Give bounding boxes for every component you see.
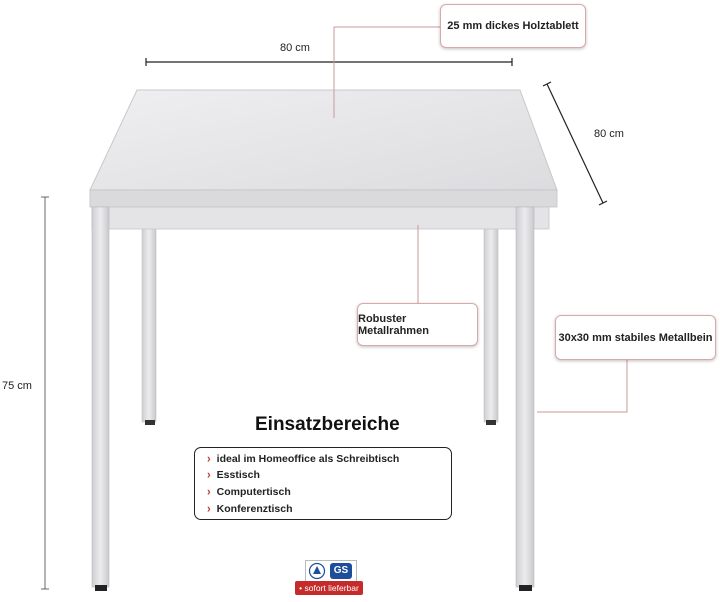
width-label: 80 cm [280,42,310,54]
depth-label: 80 cm [594,128,624,140]
tabletop-surface [90,90,557,190]
availability-badge: • sofort lieferbar [295,581,363,595]
back-right-leg [484,228,498,422]
frame-callout: Robuster Metallrahmen [357,303,478,346]
front-right-leg [516,207,534,587]
leg-leader [537,360,627,412]
height-label: 75 cm [2,380,32,392]
certification-badge [305,560,357,582]
front-left-leg [92,207,109,587]
gs-mark-icon: GS [330,563,352,579]
list-item: › Esstisch [207,468,260,482]
list-item: › Computertisch [207,485,291,499]
usage-list [194,447,452,520]
chevron-right-icon: › [207,502,211,516]
chevron-right-icon: › [207,468,211,482]
tabletop-edge [90,190,557,207]
frame-apron [92,207,549,229]
leg-callout: 30x30 mm stabiles Metallbein [555,315,716,360]
usage-title: Einsatzbereiche [255,414,400,435]
chevron-right-icon: › [207,452,211,466]
chevron-right-icon: › [207,485,211,499]
list-item: › Konferenztisch [207,502,293,516]
tabletop-callout: 25 mm dickes Holztablett [440,4,586,48]
back-left-leg [142,228,156,422]
check-icon: • [299,583,305,593]
list-item: › ideal im Homeoffice als Schreibtisch [207,452,400,466]
